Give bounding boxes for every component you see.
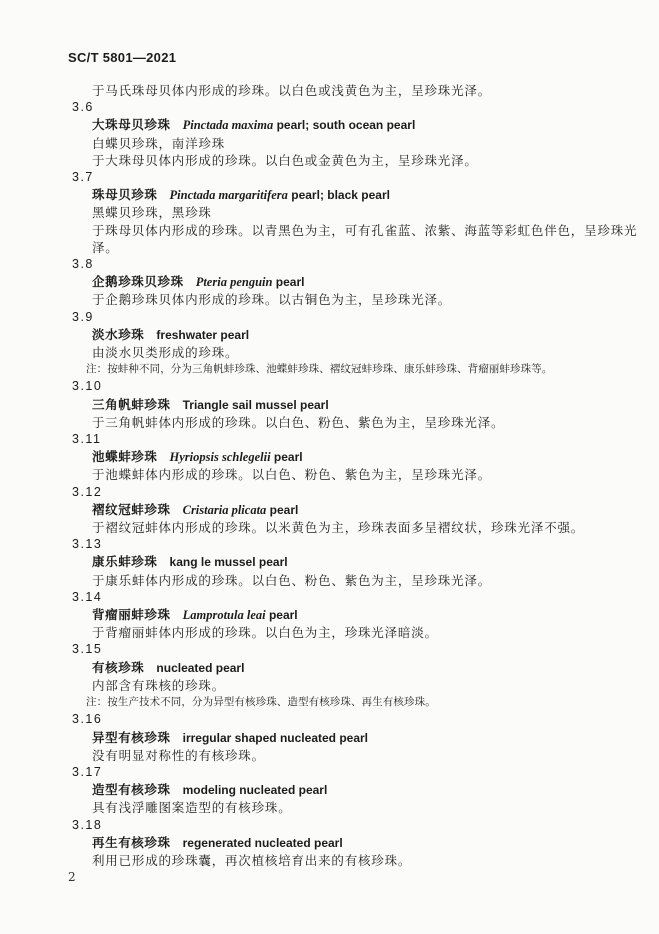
term-english [183,398,329,412]
term-english-text: nucleated pearl [156,660,245,675]
term-title [92,501,659,519]
term-entry [0,711,659,764]
term-definition: 于背瘤丽蚌体内形成的珍珠。以白色为主，珍珠光泽暗淡。 [92,625,438,641]
term-chinese: 再生有核珍珠 [92,834,171,850]
term-title [92,448,659,466]
term-number: 3.8 [72,257,94,272]
term-number: 3.9 [72,309,94,324]
term-chinese: 企鹅珍珠贝珍珠 [92,274,184,290]
standard-code-header: SC/T 5801—2021 [68,50,177,65]
scientific-name: Pinctada margaritifera [169,188,288,203]
page-number: 2 [68,870,76,884]
term-english-text: modeling nucleated pearl [182,783,328,798]
term-entry [0,641,659,711]
term-number: 3.13 [72,537,103,552]
term-definition: 内部含有珠核的珍珠。 [92,677,226,693]
term-entry [0,169,659,256]
term-number: 3.14 [72,589,103,604]
term-entry [0,378,659,431]
term-definition: 具有浅浮雕图案造型的有核珍珠。 [92,800,292,816]
term-entry [0,256,659,309]
term-english [170,450,303,464]
term-title [92,273,659,291]
term-definition: 于褶纹冠蚌体内形成的珍珠。以米黄色为主，珍珠表面多呈褶纹状，珍珠光泽不强。 [92,520,585,536]
term-english-text: kang le mussel pearl [169,555,288,570]
term-synonym: 黑蝶贝珍珠，黑珍珠 [92,205,212,221]
term-english-text: pearl [265,608,298,623]
term-english [170,188,390,202]
term-entry [0,99,659,169]
term-title [92,781,659,799]
term-title [92,659,659,677]
term-chinese: 褶纹冠蚌珍珠 [92,501,171,517]
scientific-name: Pinctada maxima [182,118,274,133]
term-entry [0,484,659,537]
term-chinese: 异型有核珍珠 [92,729,171,745]
term-entry [0,817,659,870]
scientific-name: Hyriopsis schlegelii [169,450,271,465]
scientific-name: Cristaria plicata [182,502,267,517]
term-chinese: 造型有核珍珠 [92,782,171,798]
term-english [183,836,343,850]
term-english [183,118,416,132]
term-chinese: 康乐蚌珍珠 [92,554,158,570]
term-english-text: pearl [266,502,299,517]
term-english [183,783,328,797]
term-english-text: pearl; south ocean pearl [273,118,416,133]
scientific-name: Pteria penguin [195,275,273,290]
terms-content [0,82,659,869]
term-english [196,275,305,289]
term-definition: 于康乐蚌体内形成的珍珠。以白色、粉色、紫色为主，呈珍珠光泽。 [92,572,492,588]
term-title [92,396,659,414]
term-number: 3.15 [72,642,103,657]
entries-list [0,99,659,869]
term-chinese: 有核珍珠 [92,659,145,675]
term-english-text: pearl [270,450,303,465]
term-entry [0,309,659,379]
term-english-text: freshwater pearl [156,327,250,342]
term-english-text: pearl; black pearl [287,188,390,203]
term-number: 3.7 [72,170,94,184]
term-definition: 于珠母贝体内形成的珍珠。以青黑色为主，可有孔雀蓝、浓紫、海蓝等彩虹色伴色，呈珍珠光泽。 [92,222,638,255]
term-number: 3.16 [72,712,103,727]
term-english-text: Triangle sail mussel pearl [182,397,329,412]
term-title [92,553,659,571]
term-english [183,503,299,517]
term-entry [0,536,659,589]
term-entry [0,589,659,642]
term-chinese: 池蝶蚌珍珠 [92,449,158,465]
term-number: 3.6 [72,100,94,115]
term-chinese: 背瘤丽蚌珍珠 [92,607,171,623]
term-note: 注：按生产技术不同，分为异型有核珍珠、造型有核珍珠、再生有核珍珠。 [86,696,436,709]
term-title [92,606,659,624]
term-definition: 于大珠母贝体内形成的珍珠。以白色或金黄色为主，呈珍珠光泽。 [92,152,478,168]
term-title [92,729,659,747]
term-title [92,116,659,134]
term-number: 3.10 [72,379,103,394]
term-entry [0,431,659,484]
term-english [170,555,288,569]
term-english-text: regenerated nucleated pearl [182,835,343,850]
term-english [156,661,244,675]
term-number: 3.12 [72,484,103,499]
term-note: 注：按蚌种不同，分为三角帆蚌珍珠、池蝶蚌珍珠、褶纹冠蚌珍珠、康乐蚌珍珠、背瘤丽蚌珍珠等。 [86,363,553,376]
scientific-name: Lamprotula leai [182,608,266,623]
term-entry [0,764,659,817]
term-english [156,328,249,342]
term-number: 3.18 [72,817,103,832]
term-english-text: pearl [272,275,305,290]
term-title [92,326,659,344]
term-english-text: irregular shaped nucleated pearl [182,730,369,745]
term-definition: 于企鹅珍珠贝体内形成的珍珠。以古铜色为主，呈珍珠光泽。 [92,292,452,308]
term-english [183,608,298,622]
term-synonym: 白蝶贝珍珠，南洋珍珠 [92,135,226,151]
term-chinese: 三角帆蚌珍珠 [92,396,171,412]
term-definition: 由淡水贝类形成的珍珠。 [92,345,239,361]
term-number: 3.11 [72,432,102,447]
term-definition: 没有明显对称性的有核珍珠。 [92,747,265,763]
term-definition: 于池蝶蚌体内形成的珍珠。以白色、粉色、紫色为主，呈珍珠光泽。 [92,467,492,483]
term-title [92,834,659,852]
term-chinese: 淡水珍珠 [92,326,145,342]
continuation-text: 于马氏珠母贝体内形成的珍珠。以白色或浅黄色为主，呈珍珠光泽。 [92,83,492,98]
term-definition: 于三角帆蚌体内形成的珍珠。以白色、粉色、紫色为主，呈珍珠光泽。 [92,414,505,430]
term-definition: 利用已形成的珍珠囊，再次植核培育出来的有核珍珠。 [92,852,412,868]
term-number: 3.17 [72,764,103,779]
term-chinese: 大珠母贝珍珠 [92,117,171,133]
term-english [183,731,368,745]
term-chinese: 珠母贝珍珠 [92,187,158,203]
term-title [92,186,659,204]
